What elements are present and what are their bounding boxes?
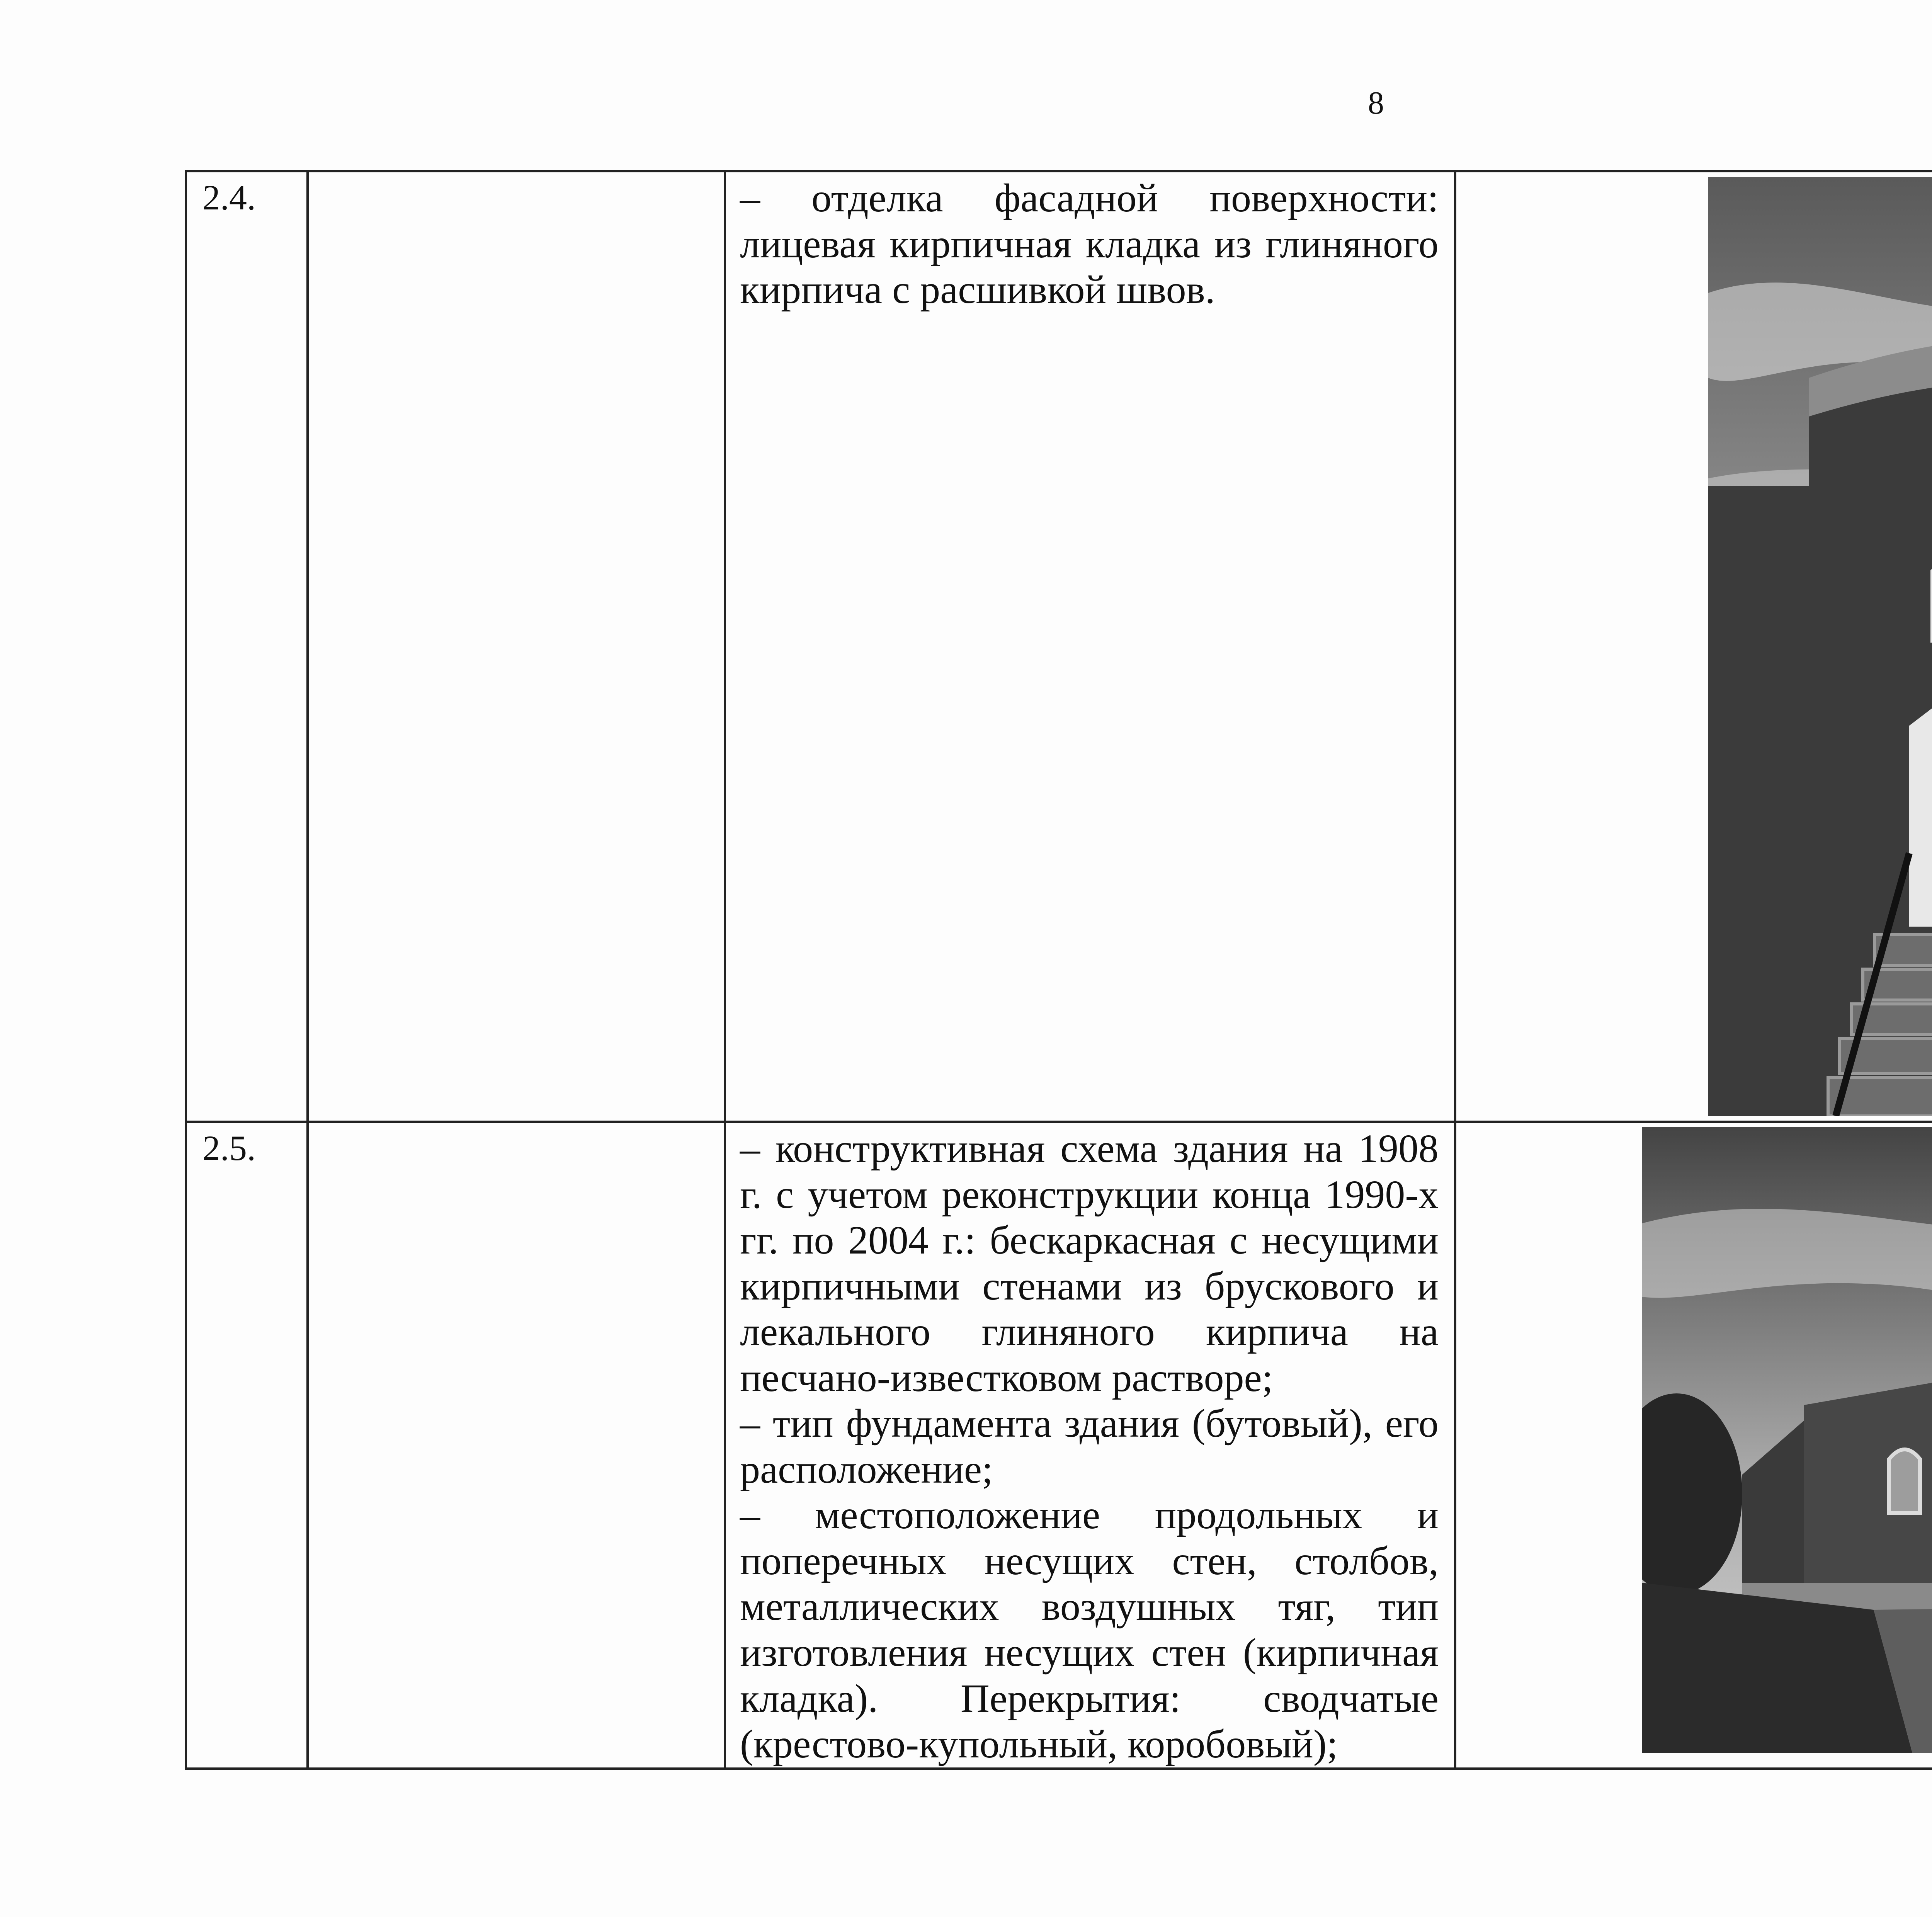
- description-paragraph: – конструктивная схема здания на 1908 г. с учетом реконструкции конца 1990-х гг. по 2004 г.: бескаркасная с несущими кирпичными стенами из брускового и лекального глиняного кирпича на песчано-известковом растворе;: [740, 1126, 1439, 1400]
- church-entrance-photo: [1708, 177, 1932, 1116]
- row-number-cell: [186, 171, 308, 1122]
- photo-cell: [1455, 171, 1932, 1122]
- table-row-2-5: [186, 1122, 1932, 1769]
- photo-cell: [1455, 1122, 1932, 1769]
- description-paragraph: – тип фундамента здания (бутовый), его расположение;: [740, 1401, 1439, 1492]
- empty-cell: [308, 1122, 725, 1769]
- row-number: 2.4.: [202, 178, 256, 217]
- row-number: 2.5.: [202, 1128, 256, 1168]
- empty-cell: [308, 171, 725, 1122]
- table-row-2-4: [186, 171, 1932, 1122]
- description-paragraph: – отделка фасадной поверхности: лицевая кирпичная кладка из глиняного кирпича с расшивкой швов.: [740, 176, 1439, 312]
- description-paragraph: – местоположение продольных и поперечных несущих стен, столбов, металлических воздушных тяг, тип изготовления несущих стен (кирпичная кладка). Перекрытия: сводчатые (крестово-купольный, коробовый);: [740, 1493, 1439, 1767]
- church-exterior-photo: [1642, 1127, 1932, 1753]
- description-cell: [725, 1122, 1455, 1769]
- row-number-cell: [186, 1122, 308, 1769]
- page-number: 8: [1368, 85, 1384, 121]
- heritage-table: [185, 170, 1932, 1770]
- description-cell: [725, 171, 1455, 1122]
